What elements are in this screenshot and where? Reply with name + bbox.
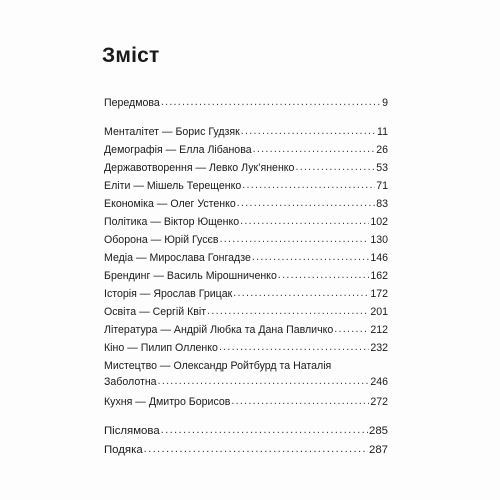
toc-entry-title: Медіа — Мирослава Гонгадзе <box>104 252 251 264</box>
toc-leader-dots <box>241 125 376 138</box>
toc-leader-dots <box>219 341 369 354</box>
toc-entry <box>104 162 388 175</box>
toc-entry-title: Передмова <box>104 97 160 109</box>
toc-leader-dots <box>237 197 375 210</box>
toc-entry-page: 172 <box>370 288 388 300</box>
toc-leader-dots <box>242 179 375 192</box>
toc-entry <box>104 360 388 389</box>
toc-entry-page: 246 <box>370 376 388 388</box>
toc-entry-title: Еліти — Мішель Терещенко <box>104 180 242 192</box>
toc-entry <box>104 234 388 247</box>
toc-entry <box>104 324 388 337</box>
toc-entry-title: Державотворення — Левко Лук’яненко <box>104 162 295 174</box>
toc-entry <box>104 180 388 193</box>
toc-entry-title: Література — Андрій Любка та Дана Павличко <box>104 324 334 336</box>
toc-entry-page: 71 <box>376 180 388 192</box>
toc-entry-page: 130 <box>370 234 388 246</box>
toc-entry <box>104 288 388 301</box>
toc-leader-dots <box>240 215 369 228</box>
toc-entry <box>104 216 388 229</box>
toc-entry <box>104 252 388 265</box>
toc-entry-title: Освіта — Сергій Квіт <box>104 306 207 318</box>
toc-entry <box>104 396 388 409</box>
toc-entry-title: Менталітет — Борис Гудзяк <box>104 126 240 138</box>
toc-entry-page: 26 <box>376 144 388 156</box>
toc-entry-continuation <box>104 376 388 389</box>
toc-entry-page: 201 <box>370 306 388 318</box>
toc-leader-dots <box>158 375 370 388</box>
toc-entry-title: Брендинг — Василь Мірошниченко <box>104 270 277 282</box>
toc-entry-page: 272 <box>370 396 388 408</box>
toc-entry <box>104 144 388 157</box>
toc-leader-dots <box>252 251 369 264</box>
toc-entry <box>104 270 388 283</box>
toc-entry <box>104 97 388 110</box>
toc-leader-dots <box>220 233 370 246</box>
toc-entry-page: 53 <box>376 162 388 174</box>
toc-entry <box>104 126 388 139</box>
toc-leader-dots <box>295 161 375 174</box>
toc-entry-page: 232 <box>370 342 388 354</box>
toc-entry-page: 102 <box>370 216 388 228</box>
toc-entry-page: 285 <box>368 425 388 437</box>
toc-entry-title-continued: Заболотна <box>104 376 157 388</box>
toc-leader-dots <box>253 143 376 156</box>
toc-leader-dots <box>161 96 381 109</box>
toc-entry-title: Післямова <box>104 425 160 437</box>
toc-entry-title: Оборона — Юрій Гусєв <box>104 234 219 246</box>
toc-entry-title: Кухня — Дмитро Борисов <box>104 396 231 408</box>
toc-leader-dots <box>207 305 369 318</box>
toc-leader-dots <box>233 287 369 300</box>
toc-entry <box>104 425 388 438</box>
toc-entry-title: Подяка <box>104 444 143 456</box>
toc-entry-title: Кіно — Пилип Олленко <box>104 342 218 354</box>
toc-leader-dots <box>334 323 369 336</box>
toc-leader-dots <box>144 443 368 456</box>
toc-entry-page: 83 <box>376 198 388 210</box>
toc-entry-title: Економіка — Олег Устенко <box>104 198 236 210</box>
toc-leader-dots <box>161 424 368 437</box>
toc-entry <box>104 198 388 211</box>
toc-entry <box>104 306 388 319</box>
page-title: Зміст <box>102 44 160 67</box>
toc-entry-title: Історія — Ярослав Грицак <box>104 288 233 300</box>
toc-entry-page: 212 <box>370 324 388 336</box>
toc-leader-dots <box>278 269 369 282</box>
toc-entry-page: 11 <box>377 126 388 138</box>
toc-leader-dots <box>231 395 369 408</box>
toc-entry <box>104 342 388 355</box>
toc-entry-title: Мистецтво — Олександр Ройтбурд та Наталія <box>104 360 332 372</box>
toc-entry-page: 287 <box>368 444 388 456</box>
toc-entry-page: 146 <box>370 252 388 264</box>
toc-entry-title: Політика — Віктор Ющенко <box>104 216 240 228</box>
toc-entry-title: Демографія — Елла Лібанова <box>104 144 252 156</box>
toc-entry <box>104 444 388 457</box>
toc-entry-page: 9 <box>382 97 388 109</box>
toc-entry-page: 162 <box>370 270 388 282</box>
